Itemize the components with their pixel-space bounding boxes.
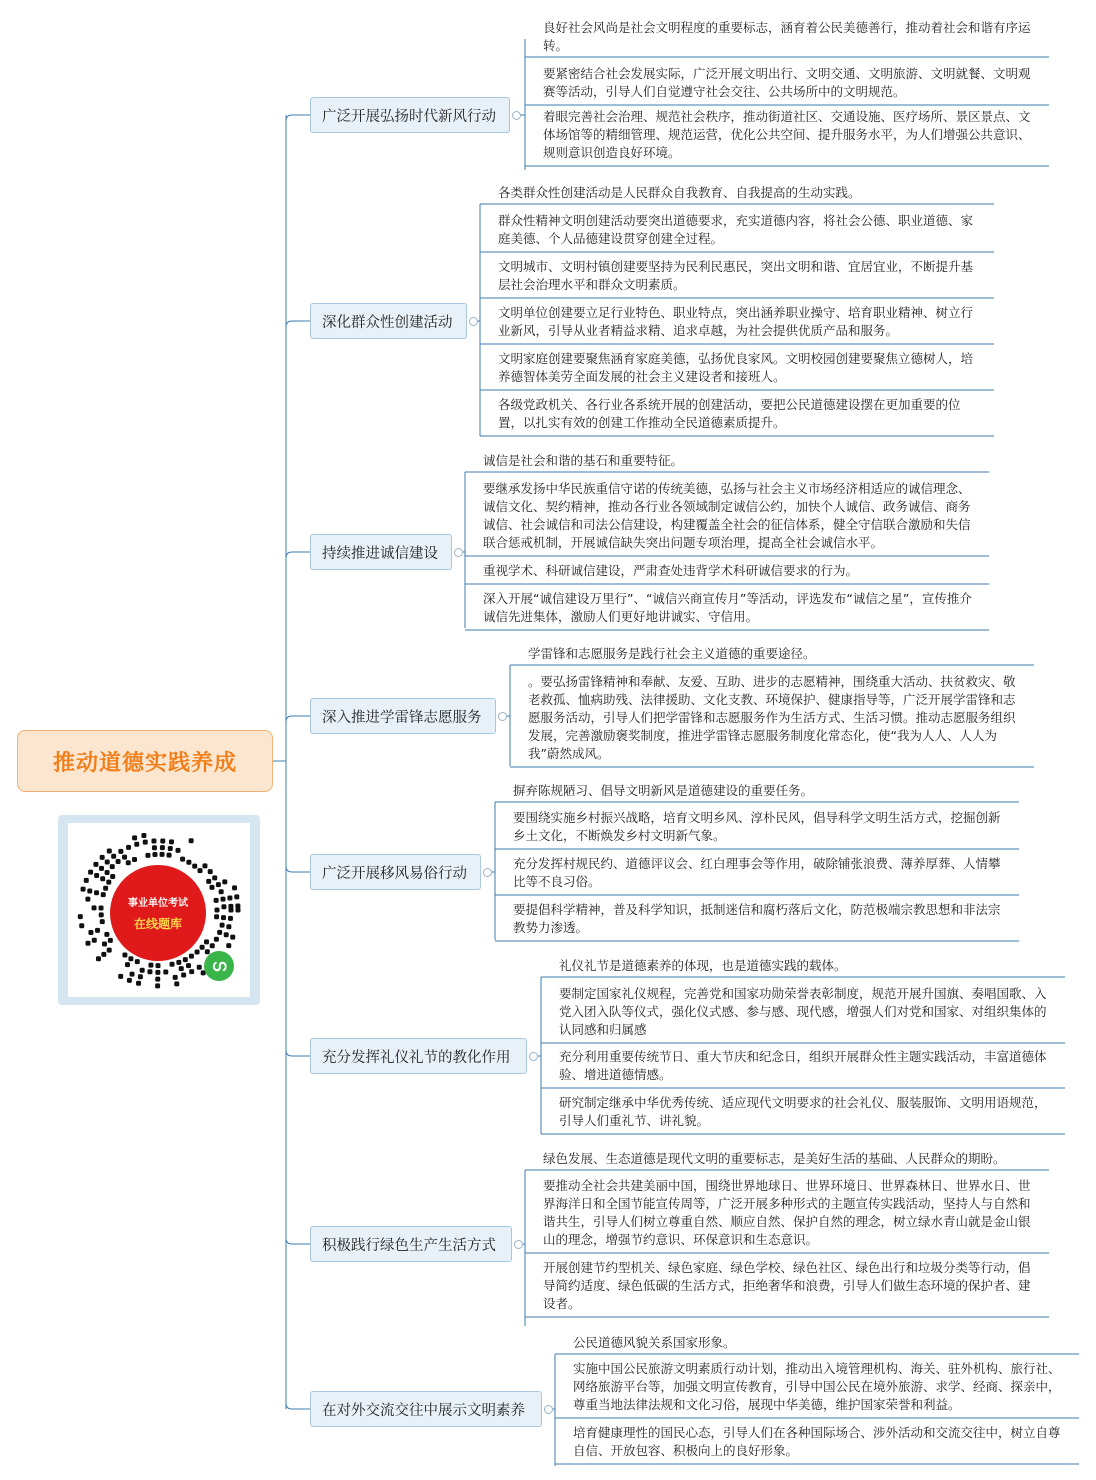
qr-dot xyxy=(221,915,226,920)
topic-lead: 诚信是社会和谐的基石和重要特征。 xyxy=(483,453,684,468)
qr-dot xyxy=(220,923,225,928)
qr-dot xyxy=(230,935,235,940)
qr-dot xyxy=(134,842,139,847)
collapse-toggle-icon[interactable] xyxy=(483,868,492,877)
qr-dot xyxy=(118,974,123,979)
collapse-toggle-icon[interactable] xyxy=(469,317,478,326)
qr-dot xyxy=(212,875,217,880)
topic-detail: 研究制定继承中华优秀传统、适应现代文明要求的社会礼仪、服装服饰、文明用语规范，引导人们重礼节、讲礼貌。 xyxy=(559,1095,1047,1128)
qr-dot xyxy=(160,838,165,843)
qr-dot xyxy=(93,862,98,867)
topic-detail: 培育健康理性的国民心态，引导人们在各种国际场合、涉外活动和交流交往中，树立自尊自信、开放包容、积极向上的良好形象。 xyxy=(573,1425,1061,1458)
qr-dot xyxy=(208,869,213,874)
topic-detail: 要制定国家礼仪规程，完善党和国家功勋荣誉表彰制度，规范开展升国旗、奏唱国歌、入党入团入队等仪式，强化仪式感、参与感、现代感，增强人们对党和国家、对组织集体的认同感和归属感 xyxy=(559,986,1047,1037)
topic-detail: 开展创建节约型机关、绿色家庭、绿色学校、绿色社区、绿色出行和垃圾分类等行动，倡导简约适度、绿色低碳的生活方式，拒绝奢华和浪费，引导人们做生态环境的保护者、建设者。 xyxy=(543,1260,1031,1311)
qr-dot xyxy=(141,833,146,838)
qr-dot xyxy=(118,849,123,854)
qr-dot xyxy=(103,886,108,891)
qr-dot xyxy=(221,897,226,902)
topic-detail: 充分利用重要传统节日、重大节庆和纪念日，组织开展群众性主题实践活动，丰富道德体验、增进道德情感。 xyxy=(559,1049,1047,1082)
qr-dot xyxy=(202,863,207,868)
qr-dot xyxy=(176,848,181,853)
qr-dot xyxy=(126,860,131,865)
qr-dot xyxy=(125,962,130,967)
qr-dot xyxy=(100,876,105,881)
topic-detail: 要围绕实施乡村振兴战略，培育文明乡风、淳朴民风，倡导科学文明生活方式，挖掘创新乡土文化，不断焕发乡村文明新气象。 xyxy=(513,810,1001,843)
topic-detail: 文明单位创建要立足行业特色、职业特点，突出涵养职业操守、培育职业精神、树立行业新风，引导从业者精益求精、追求卓越，为社会提供优质产品和服务。 xyxy=(498,305,974,338)
topic-detail: 要推动全社会共建美丽中国，围绕世界地球日、世界环境日、世界森林日、世界水日、世界海洋日和全国节能宣传周等，广泛开展多种形式的主题宣传实践活动，坚持人与自然和谐共生，引导人们树立尊重自然、顺应自然、保护自然的理念，树立绿水青山就是金山银山的理念，增强节约意识、环保意识和生态意识。 xyxy=(543,1178,1031,1247)
qr-dot xyxy=(132,835,137,840)
qr-dot xyxy=(155,983,160,988)
qr-dot xyxy=(224,932,229,937)
qr-dot xyxy=(127,978,132,983)
qr-dot xyxy=(192,864,197,869)
qr-dot xyxy=(228,916,233,921)
qr-dot xyxy=(126,845,131,850)
topic-detail: 深入开展“诚信建设万里行”、“诚信兴商宣传月”等活动，评选发布“诚信之星”，宣传推介诚信先进集体，激励人们更好地讲诚实、守信用。 xyxy=(483,591,972,624)
qr-dot xyxy=(79,923,84,928)
qr-dot xyxy=(214,898,219,903)
qr-dot xyxy=(101,892,106,897)
qr-dot xyxy=(216,882,221,887)
collapse-toggle-icon[interactable] xyxy=(514,1240,523,1249)
qr-dot xyxy=(78,914,83,919)
qr-dot xyxy=(99,866,104,871)
topic-detail: 着眼完善社会治理、规范社会秩序，推动街道社区、交通设施、医疗场所、景区景点、文体场馆等的精细管理、规范运营，优化公共空间、提升服务水平，为人们增强公共意识、规则意识创造良好环境。 xyxy=(543,109,1031,160)
topic-4[interactable]: 深入推进学雷锋志愿服务 xyxy=(310,698,496,734)
mini-program-icon: ഗ xyxy=(204,951,234,981)
qr-dot xyxy=(101,952,106,957)
qr-dot xyxy=(214,937,219,942)
topic-detail: 。要弘扬雷锋精神和奉献、友爱、互助、进步的志愿精神，围绕重大活动、扶贫救灾、敬老救孤、恤病助残、法律援助、文化支教、环境保护、健康指导等，广泛开展学雷锋和志愿服务活动，引导人们把学雷锋和志愿服务作为生活方式、生活习惯。推动志愿服务组织发展，完善激励褒奖制度，推进学雷锋志愿服务制度化常态化，使“我为人人、人人为我”蔚然成风。 xyxy=(528,674,1016,761)
qr-line2: 在线题库 xyxy=(133,917,182,931)
collapse-toggle-icon[interactable] xyxy=(498,712,507,721)
qr-dot xyxy=(189,969,194,974)
qr-dot xyxy=(107,948,112,953)
qr-code xyxy=(68,823,250,997)
qr-dot xyxy=(189,838,194,843)
topic-detail: 实施中国公民旅游文明素质行动计划，推动出入境管理机构、海关、驻外机构、旅行社、网络旅游平台等，加强文明宣传教育，引导中国公民在境外旅游、求学、经商、探亲中，尊重当地法律法规和文化习俗，展现中华美德，维护国家荣誉和利益。 xyxy=(573,1361,1061,1412)
qr-dot xyxy=(176,960,181,965)
qr-dot xyxy=(116,859,121,864)
qr-dot xyxy=(152,845,157,850)
qr-dot xyxy=(122,953,127,958)
qr-dot xyxy=(100,855,105,860)
topic-8[interactable]: 在对外交流交往中展示文明素养 xyxy=(310,1391,542,1427)
qr-dot xyxy=(105,870,110,875)
qr-dot xyxy=(186,963,191,968)
qr-dot xyxy=(104,932,109,937)
qr-dot xyxy=(206,879,211,884)
qr-dot xyxy=(155,977,160,982)
qr-dot xyxy=(88,930,93,935)
qr-dot xyxy=(155,963,160,968)
qr-dot xyxy=(99,912,104,917)
topic-connector xyxy=(286,1403,310,1409)
qr-dot xyxy=(107,849,112,854)
qr-dot xyxy=(232,885,237,890)
qr-dot xyxy=(198,868,203,873)
qr-dot xyxy=(183,957,188,962)
qr-dot xyxy=(100,919,105,924)
topic-detail: 文明家庭创建要聚焦涵育家庭美德，弘扬优良家风。文明校园创建要聚焦立德树人，培养德智体美劳全面发展的社会主义建设者和接班人。 xyxy=(498,351,974,384)
topic-7[interactable]: 积极践行绿色生产生活方式 xyxy=(310,1226,512,1262)
collapse-toggle-icon[interactable] xyxy=(529,1052,538,1061)
topic-detail: 各级党政机关、各行业各系统开展的创建活动，要把公民道德建设摆在更加重要的位置，以扎实有效的创建工作推动全民道德素质提升。 xyxy=(498,397,961,430)
topic-lead: 礼仪礼节是道德素养的体现，也是道德实践的载体。 xyxy=(559,958,847,973)
qr-dot xyxy=(85,941,90,946)
qr-dot xyxy=(234,894,239,899)
qr-dot xyxy=(92,938,97,943)
qr-dot xyxy=(105,859,110,864)
qr-dot xyxy=(94,873,99,878)
qr-dot xyxy=(169,839,174,844)
qr-dot xyxy=(96,956,101,961)
qr-dot xyxy=(84,878,89,883)
qr-badge xyxy=(110,865,206,961)
qr-dot xyxy=(160,852,165,857)
qr-dot xyxy=(167,853,172,858)
qr-line1: 事业单位考试 xyxy=(128,898,188,909)
topic-2[interactable]: 深化群众性创建活动 xyxy=(310,303,467,339)
qr-dot xyxy=(143,840,148,845)
qr-dot xyxy=(130,972,135,977)
topic-connector xyxy=(286,552,310,558)
qr-dot xyxy=(163,970,168,975)
qr-dot xyxy=(92,905,97,910)
topic-6[interactable]: 充分发挥礼仪礼节的教化作用 xyxy=(310,1038,527,1074)
qr-dot xyxy=(215,908,220,913)
root-topic[interactable]: 推动道德实践养成 xyxy=(17,730,273,792)
qr-dot xyxy=(155,970,160,975)
qr-dot xyxy=(138,974,143,979)
topic-detail: 要提倡科学精神，普及科学知识，抵制迷信和腐朽落后文化，防范极端宗教思想和非法宗教势力渗透。 xyxy=(513,902,1001,935)
qr-dot xyxy=(195,950,200,955)
qr-dot xyxy=(88,870,93,875)
qr-dot xyxy=(110,864,115,869)
qr-dot xyxy=(136,981,141,986)
collapse-toggle-icon[interactable] xyxy=(512,111,521,120)
qr-dot xyxy=(226,924,231,929)
qr-code-panel xyxy=(58,815,260,1005)
qr-dot xyxy=(227,895,232,900)
qr-dot xyxy=(160,845,165,850)
topic-detail: 重视学术、科研诚信建设，严肃查处违背学术科研诚信要求的行为。 xyxy=(483,563,859,578)
qr-dot xyxy=(132,857,137,862)
qr-dot xyxy=(102,941,107,946)
qr-dot xyxy=(108,938,113,943)
qr-dot xyxy=(180,857,185,862)
qr-dot xyxy=(145,853,150,858)
qr-dot xyxy=(94,890,99,895)
topic-connector xyxy=(286,1238,310,1244)
qr-dot xyxy=(168,846,173,851)
qr-dot xyxy=(197,965,202,970)
topic-connector xyxy=(286,866,310,872)
qr-dot xyxy=(217,930,222,935)
qr-dot xyxy=(148,963,153,968)
qr-dot xyxy=(140,968,145,973)
collapse-toggle-icon[interactable] xyxy=(544,1405,553,1414)
qr-dot xyxy=(99,906,104,911)
qr-dot xyxy=(219,889,224,894)
topic-detail: 要紧密结合社会发展实际，广泛开展文明出行、文明交通、文明旅游、文明就餐、文明观赛等活动，引导人们自觉遵守社会交往、公共场所中的文明规范。 xyxy=(543,66,1031,99)
topic-detail: 文明城市、文明村镇创建要坚持为民利民惠民，突出文明和谐、宜居宜业，不断提升基层社会治理水平和群众文明素质。 xyxy=(498,259,974,292)
topic-detail: 充分发挥村规民约、道德评议会、红白理事会等作用，破除铺张浪费、薄养厚葬、人情攀比等不良习俗。 xyxy=(513,856,1001,889)
qr-dot xyxy=(85,897,90,902)
topic-lead: 各类群众性创建活动是人民群众自我教育、自我提高的生动实践。 xyxy=(498,185,861,200)
topic-lead: 公民道德风貌关系国家形象。 xyxy=(573,1335,736,1350)
qr-dot xyxy=(174,981,179,986)
qr-dot xyxy=(222,879,227,884)
topic-lead: 学雷锋和志愿服务是践行社会主义道德的重要途径。 xyxy=(528,646,816,661)
qr-dot xyxy=(214,914,219,919)
qr-dot xyxy=(151,839,156,844)
topic-lead: 摒弃陈规陋习、倡导文明新风是道德建设的重要任务。 xyxy=(513,783,814,798)
topic-connector xyxy=(286,115,310,121)
qr-dot xyxy=(111,854,116,859)
topic-connector xyxy=(286,1050,310,1056)
qr-dot xyxy=(226,943,231,948)
qr-dot xyxy=(170,962,175,967)
qr-dot xyxy=(81,887,86,892)
topic-connector xyxy=(286,716,310,722)
topic-3[interactable]: 持续推进诚信建设 xyxy=(310,534,452,570)
qr-dot xyxy=(173,975,178,980)
collapse-toggle-icon[interactable] xyxy=(454,548,463,557)
qr-dot xyxy=(122,855,127,860)
qr-dot xyxy=(179,966,184,971)
topic-lead: 绿色发展、生态道德是现代文明的重要标志，是美好生活的基础、人民群众的期盼。 xyxy=(543,1151,1006,1166)
topic-detail: 要继承发扬中华民族重信守诺的传统美德，弘扬与社会主义市场经济相适应的诚信理念、诚信文化、契约精神，推动各行业各领域制定诚信公约，加快个人诚信、政务诚信、商务诚信、社会诚信和司法公信建设，构建覆盖全社会的征信体系，健全守信联合激励和失信联合惩戒机制，开展诚信缺失突出问题专项治理，提高全社会诚信水平。 xyxy=(483,481,971,550)
qr-dot xyxy=(235,904,240,909)
qr-dot xyxy=(128,956,133,961)
qr-dot xyxy=(210,943,215,948)
qr-dot xyxy=(186,860,191,865)
qr-dot xyxy=(221,904,226,909)
qr-dot xyxy=(87,888,92,893)
topic-5[interactable]: 广泛开展移风易俗行动 xyxy=(310,854,481,890)
qr-dot xyxy=(135,959,140,964)
qr-dot xyxy=(189,954,194,959)
topic-lead: 良好社会风尚是社会文明程度的重要标志，涵育着公民美德善行，推动着社会和谐有序运转。 xyxy=(543,20,1031,53)
qr-dot xyxy=(209,885,214,890)
qr-dot xyxy=(200,945,205,950)
qr-dot xyxy=(147,969,152,974)
qr-dot xyxy=(106,880,111,885)
qr-dot xyxy=(110,874,115,879)
topic-detail: 群众性精神文明创建活动要突出道德要求，充实道德内容，将社会公德、职业道德、家庭美德、个人品德建设贯穿创建全过程。 xyxy=(498,213,974,246)
qr-dot xyxy=(95,928,100,933)
topic-connector xyxy=(286,321,310,327)
qr-dot xyxy=(181,972,186,977)
qr-dot xyxy=(228,904,233,909)
qr-dot xyxy=(152,852,157,857)
qr-dot xyxy=(204,939,209,944)
topic-1[interactable]: 广泛开展弘扬时代新风行动 xyxy=(310,97,510,133)
